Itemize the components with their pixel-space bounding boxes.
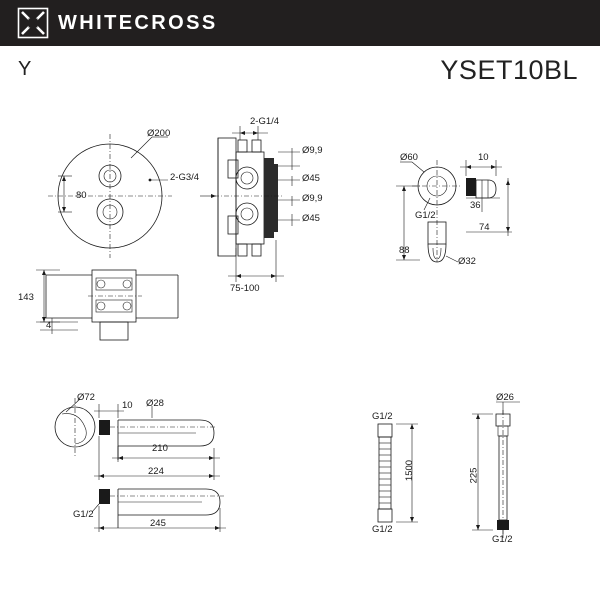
dim-210: 210 <box>152 443 168 454</box>
dim-36: 36 <box>470 200 481 211</box>
dim-g12-c: G1/2 <box>372 411 393 422</box>
dim-80: 80 <box>76 190 87 201</box>
dim-d45-b: Ø45 <box>302 213 320 224</box>
thermostatic-mixer-front-view <box>48 134 172 258</box>
dim-g12-a: G1/2 <box>415 210 436 221</box>
dim-d200: Ø200 <box>147 128 171 139</box>
dim-g12-b: G1/2 <box>73 509 94 520</box>
wall-mounted-spout-210 <box>55 398 220 480</box>
series-label: Y <box>18 58 32 80</box>
dim-245: 245 <box>150 518 166 529</box>
dim-10-b: 10 <box>122 400 133 411</box>
dim-d99-b: Ø9,9 <box>302 193 323 204</box>
dim-2g34: 2-G3/4 <box>170 172 200 183</box>
dim-g12-d: G1/2 <box>372 524 393 535</box>
model-code: YSET10BL <box>440 55 578 85</box>
dim-d28: Ø28 <box>146 398 164 409</box>
dim-224: 224 <box>148 466 164 477</box>
wall-shower-outlet-elbow <box>396 160 512 262</box>
dim-4: 4 <box>46 320 52 331</box>
thermostatic-mixer-section-view <box>200 126 300 282</box>
thermostatic-mixer-side-view <box>36 270 178 340</box>
dim-d99-a: Ø9,9 <box>302 145 323 156</box>
dim-d72: Ø72 <box>77 392 95 403</box>
dim-2g14: 2-G1/4 <box>250 116 280 127</box>
dim-d32: Ø32 <box>458 256 476 267</box>
dim-74: 74 <box>479 222 490 233</box>
dim-225: 225 <box>468 467 480 484</box>
dim-10-a: 10 <box>478 152 489 163</box>
dim-143: 143 <box>18 292 34 303</box>
dim-88: 88 <box>399 245 410 256</box>
dim-d45-a: Ø45 <box>302 173 320 184</box>
dim-g12-e: G1/2 <box>492 534 513 545</box>
dim-d60: Ø60 <box>400 152 418 163</box>
dim-75-100: 75-100 <box>230 283 260 294</box>
dim-d26: Ø26 <box>496 392 514 403</box>
dim-1500: 1500 <box>404 459 416 482</box>
brand-name: WHITECROSS <box>58 12 218 34</box>
